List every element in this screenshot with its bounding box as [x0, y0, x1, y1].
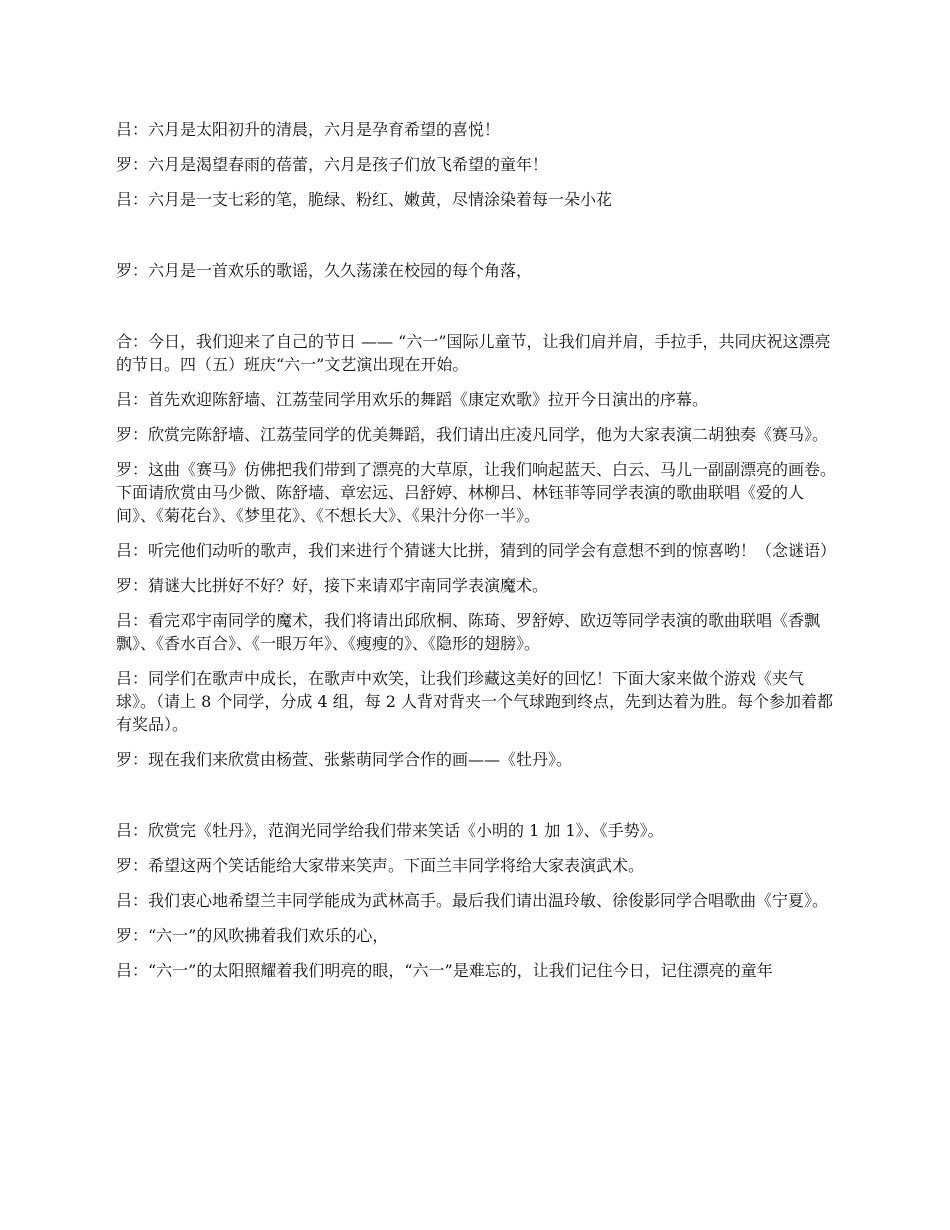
paragraph: 罗：欣赏完陈舒墙、江荔莹同学的优美舞蹈，我们请出庄凌凡同学，他为大家表演二胡独奏《赛马》。 [116, 425, 829, 444]
document-body [116, 118, 840, 994]
paragraph: 吕：欣赏完《牡丹》，范润光同学给我们带来笑话《小明的 1 加 1》、《手势》。 [116, 821, 664, 840]
paragraph: 吕：六月是太阳初升的清晨，六月是孕育希望的喜悦！ [116, 120, 501, 139]
paragraph: 罗：六月是一首欢乐的歌谣，久久荡漾在校园的每个角落， [116, 261, 533, 280]
blank-line [116, 223, 840, 259]
paragraph: 吕：首先欢迎陈舒墙、江荔莹同学用欢乐的舞蹈《康定欢歌》拉开今日演出的序幕。 [116, 390, 709, 409]
paragraph: 吕：我们衷心地希望兰丰同学能成为武林高手。最后我们请出温玲敏、徐俊影同学合唱歌曲《宁夏》。 [116, 891, 829, 910]
paragraph: 罗：现在我们来欣赏由杨萱、张紫萌同学合作的画——《牡丹》。 [116, 750, 573, 769]
paragraph: 吕：六月是一支七彩的笔，脆绿、粉红、嫩黄，尽情涂染着每一朵小花 [116, 190, 613, 209]
paragraph: 罗：这曲《赛马》仿佛把我们带到了漂亮的大草原，让我们响起蓝天、白云、马儿一副副漂亮的画卷。下面请欣赏由马少微、陈舒墙、章宏远、吕舒婷、林柳吕、林钰菲等同学表演的歌曲联唱《爱的人间》、《菊花台》、《梦里花》、《不想长大》、《果汁分你一半》。 [116, 460, 837, 525]
paragraph: 合：今日，我们迎来了自己的节日 —— “六一”国际儿童节，让我们肩并肩，手拉手，共同庆祝这漂亮的节日。四（五）班庆“六一”文艺演出现在开始。 [116, 332, 831, 374]
paragraph: 罗：猜谜大比拼好不好？好，接下来请邓宇南同学表演魔术。 [116, 576, 549, 595]
paragraph: 罗：希望这两个笑话能给大家带来笑声。下面兰丰同学将给大家表演武术。 [116, 856, 645, 875]
paragraph: 吕：看完邓宇南同学的魔术，我们将请出邱欣桐、陈琦、罗舒婷、欧迈等同学表演的歌曲联唱《香飘飘》、《香水百合》、《一眼万年》、《瘦瘦的》、《隐形的翅膀》。 [116, 611, 821, 653]
paragraph: 吕：“六一”的太阳照耀着我们明亮的眼，“六一”是难忘的，让我们记住今日，记住漂亮的童年 [116, 961, 773, 980]
paragraph: 吕：听完他们动听的歌声，我们来进行个猜谜大比拼，猜到的同学会有意想不到的惊喜哟！（念谜语） [116, 541, 837, 560]
paragraph: 吕：同学们在歌声中成长，在歌声中欢笑，让我们珍藏这美好的回忆！下面大家来做个游戏《夹气球》。（请上 8 个同学，分成 4 组，每 2 人背对背夹一个气球跑到终点，先到达着为胜。每个参加着都有奖品）。 [116, 669, 834, 734]
paragraph: 罗：六月是渴望春雨的蓓蕾，六月是孩子们放飞希望的童年！ [116, 155, 549, 174]
blank-line [116, 294, 840, 330]
blank-line [116, 783, 840, 819]
paragraph: 罗：“六一”的风吹拂着我们欢乐的心， [116, 926, 389, 945]
